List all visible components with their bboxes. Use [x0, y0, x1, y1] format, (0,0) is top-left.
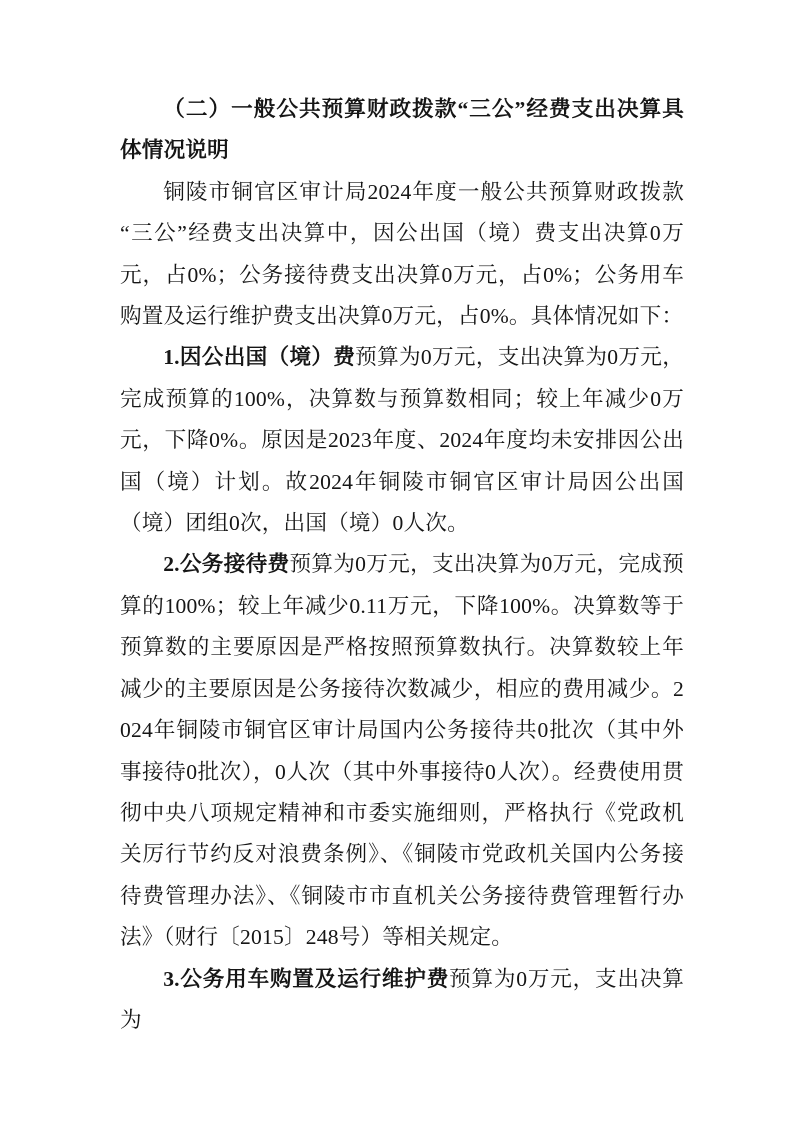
paragraph-text: 铜陵市铜官区审计局2024年度一般公共预算财政拨款“三公”经费支出决算中，因公出国（境）费支出决算0万元，占0%；公务接待费支出决算0万元，占0%；公务用车购置及运行维护费支出决算0万元，占0%。具体情况如下： [120, 179, 684, 329]
paragraph-official-vehicle [120, 959, 684, 1042]
paragraph-text: 预算为0万元，支出决算为0万元，完成预算的100%，决算数与预算数相同；较上年减少0万元，下降0%。原因是2023年度、2024年度均未安排因公出国（境）计划。故2024年铜陵市铜官区审计局因公出国（境）团组0次，出国（境）0人次。 [120, 345, 684, 536]
paragraph-text: 预算为0万元，支出决算为 [120, 966, 685, 1032]
paragraph-intro [120, 172, 684, 338]
paragraph-text: 预算为0万元，支出决算为0万元，完成预算的100%；较上年减少0.11万元，下降100%。决算数等于预算数的主要原因是严格按照预算数执行。决算数较上年减少的主要原因是公务接待次数减少，相应的费用减少。2024年铜陵市铜官区审计局国内公务接待共0批次（其中外事接待0批次），0人次（其中外事接待0人次）。经费使用贯彻中央八项规定精神和市委实施细则，严格执行《党政机关厉行节约反对浪费条例》、《铜陵市党政机关国内公务接待费管理办法》、《铜陵市市直机关公务接待费管理暂行办法》（财行〔2015〕248号）等相关规定。 [120, 552, 684, 950]
paragraph-lead: 3.公务用车购置及运行维护费 [163, 966, 450, 991]
paragraph-overseas-travel [120, 337, 684, 544]
document-content [120, 89, 684, 1041]
paragraph-lead: 1.因公出国（境）费 [163, 345, 356, 370]
paragraph-official-reception [120, 544, 684, 958]
section-heading: （二）一般公共预算财政拨款“三公”经费支出决算具体情况说明 [120, 97, 684, 163]
paragraph-lead: 2.公务接待费 [163, 552, 290, 577]
